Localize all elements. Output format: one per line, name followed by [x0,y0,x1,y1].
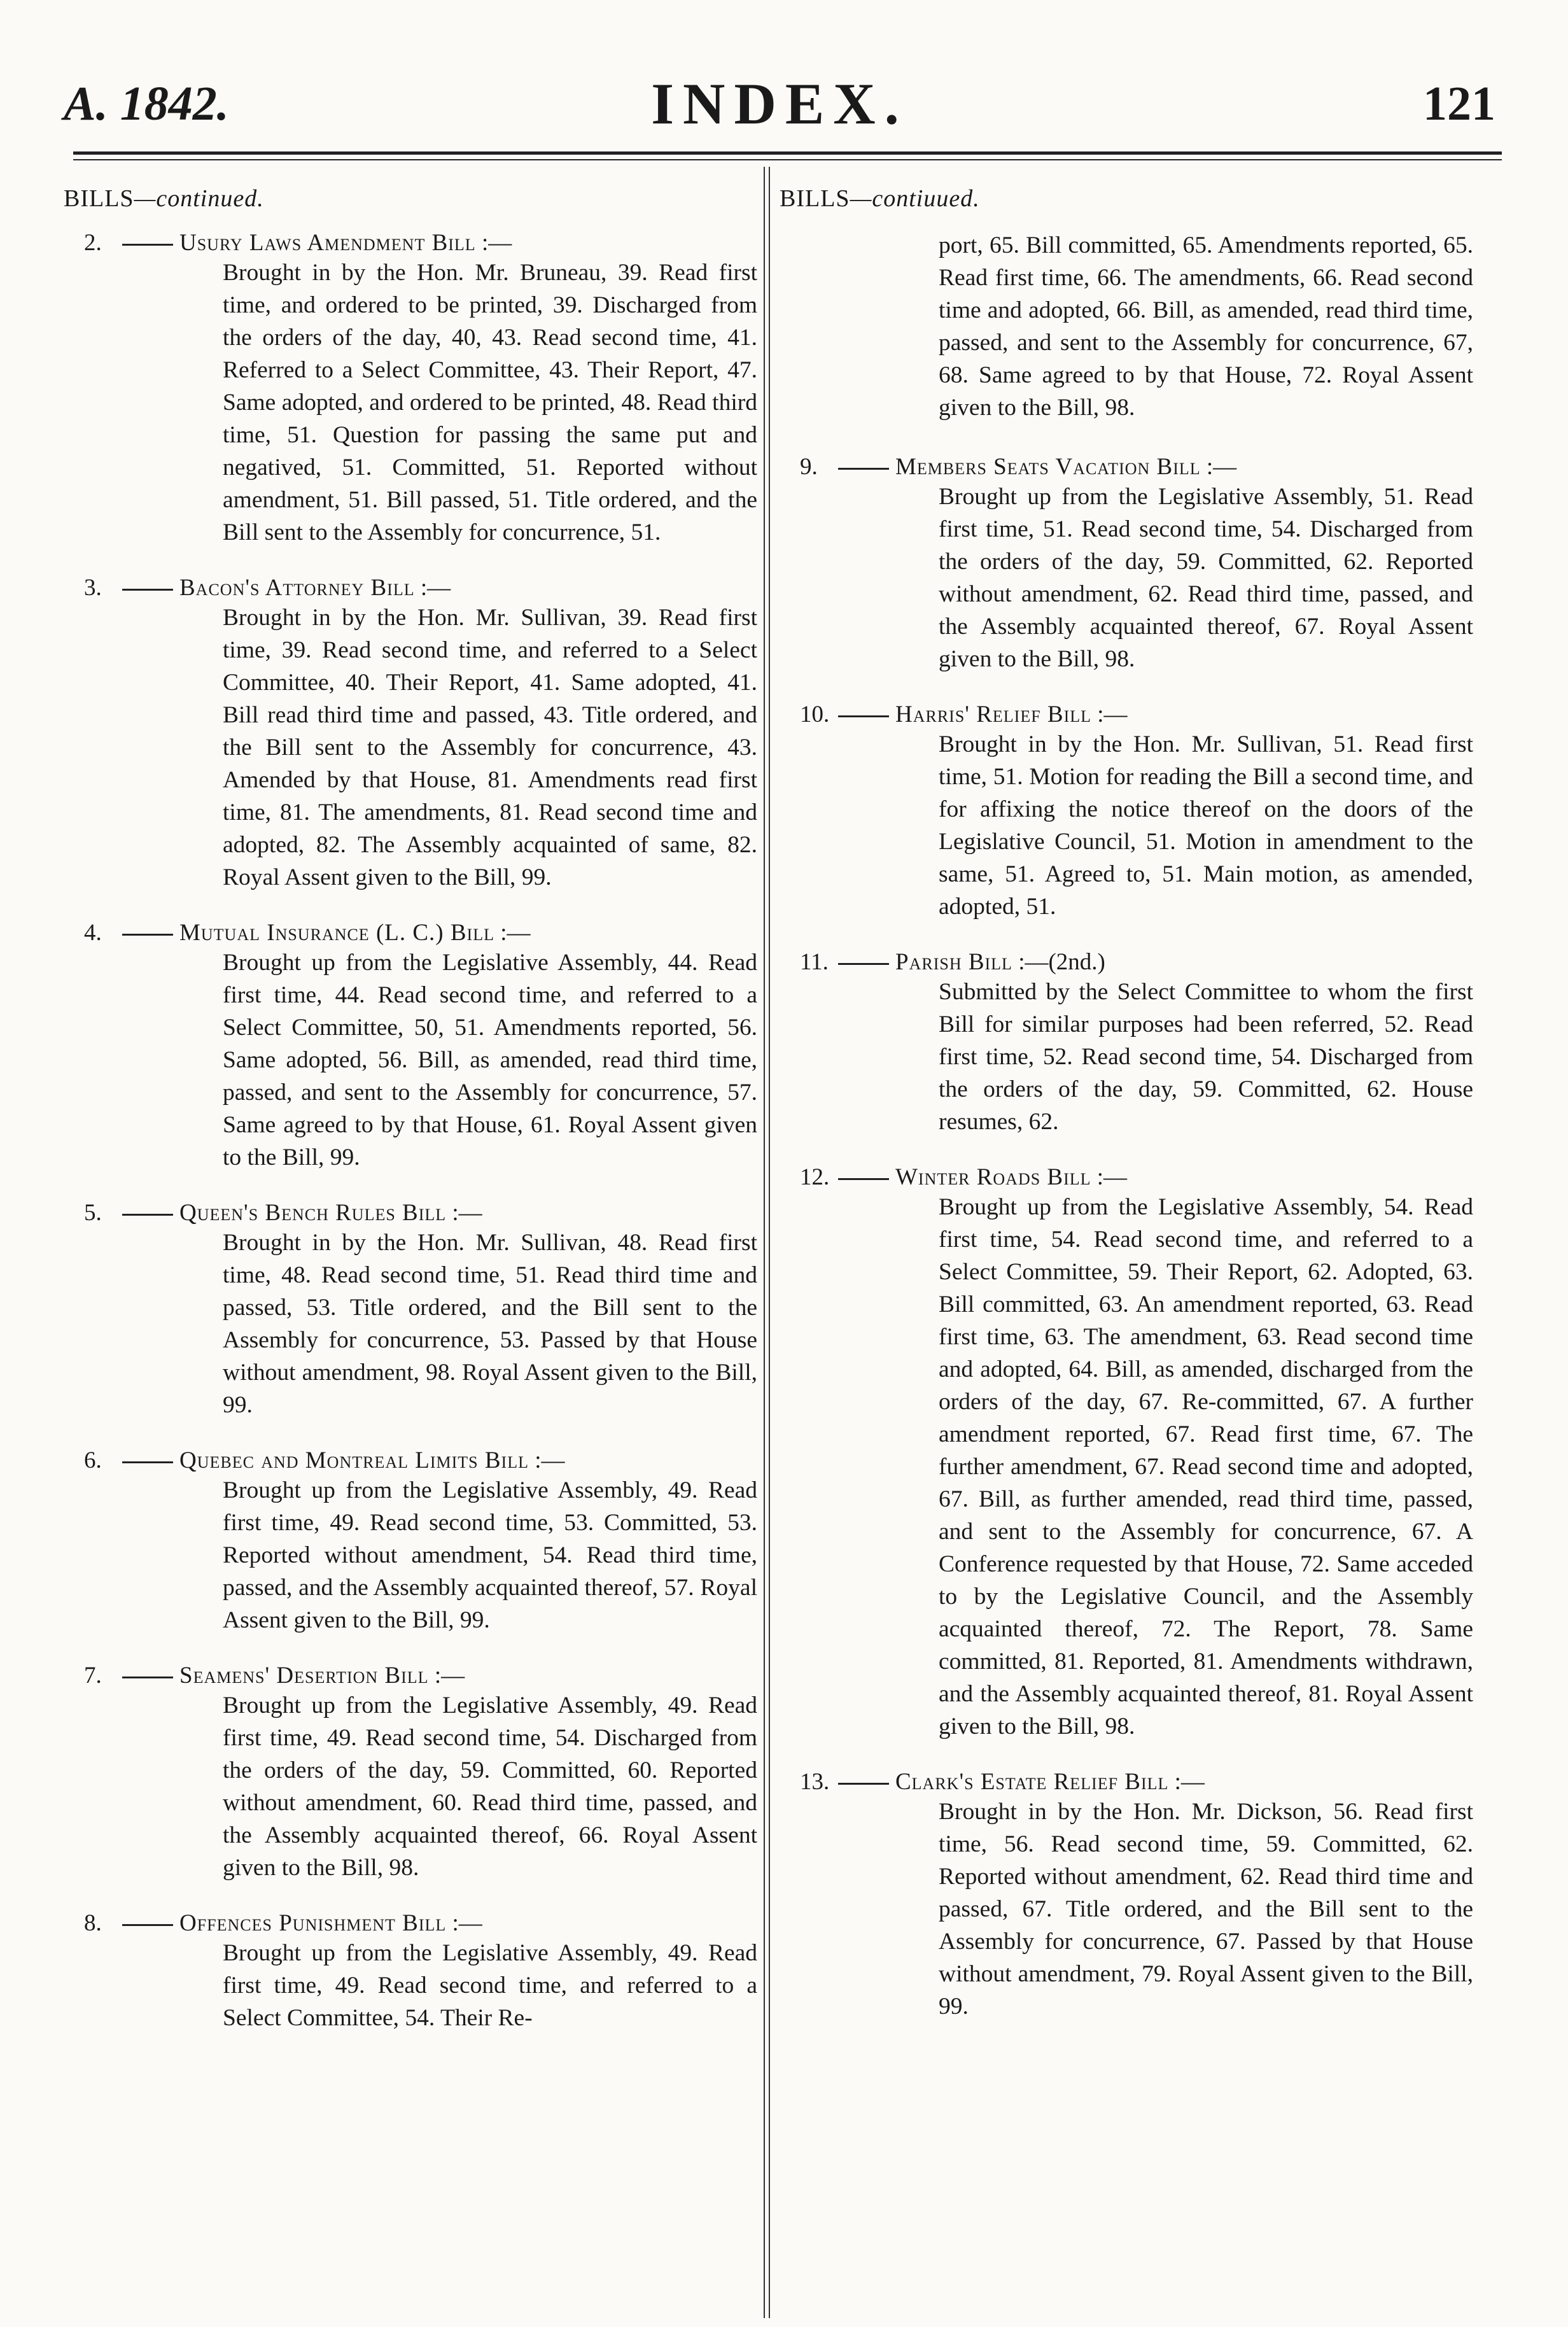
entry-text: Brought up from the Legislative Assembly, 44. Read first time, 44. Read second time, and referred to a Select Committee, 50, 51. Amendments reported, 56. Same adopted, 56. Bill, as amended, read third time, passed, and sent to the Assembly for concurrence, 57. Same agreed to by that House, 61. Royal Assent given to the Bill, 99. [223,950,757,1171]
em-dash-rule [838,468,889,470]
entry-title [64,1909,757,1937]
page-header [64,70,1495,140]
entry-number: 11. [800,949,829,975]
index-entry [64,1199,757,1421]
bill-name-suffix: :— [434,1663,465,1689]
entry-number: 13. [800,1769,830,1795]
em-dash-rule [122,1924,173,1926]
entry-title [780,701,1473,728]
bill-name-suffix: :— [1206,454,1237,480]
page-title: INDEX. [651,71,908,136]
em-dash-rule [838,963,889,965]
bill-name-suffix: :— [500,920,531,946]
left-entries [64,229,757,2034]
entry-text: Brought up from the Legislative Assembly, 49. Read first time, 49. Read second time, and referred to a Select Committee, 54. Their Re- [223,1940,757,2031]
entry-number: 7. [84,1663,102,1689]
right-column-heading [780,185,1473,213]
entry-title [780,948,1473,976]
entry-text: Brought in by the Hon. Mr. Dickson, 56. Read first time, 56. Read second time, 59. Committed, 62. Reported without amendment, 62. Read third time and passed, 67. Title ordered, and the Bill sent to the Assembly for concurrence, 67. Passed by that House without amendment, 79. Royal Assent given to the Bill, 99. [939,1799,1473,2020]
bill-name: Members Seats Vacation Bill [895,454,1201,480]
bill-name: Clark's Estate Relief Bill [895,1769,1169,1795]
right-column [780,185,1473,2048]
bill-name: Usury Laws Amendment Bill [179,230,476,256]
entry-title [64,1662,757,1689]
column-divider-inner [769,167,770,2318]
heading-main: BILLS [780,185,850,212]
header-rule-thick [73,151,1502,155]
entry-number: 4. [84,920,102,946]
em-dash-rule [122,1677,173,1678]
index-entry [780,701,1473,923]
index-entry [780,948,1473,1138]
entry-title [64,1447,757,1474]
heading-main: BILLS [64,185,134,212]
bill-name: Parish Bill [895,949,1012,975]
entry-title [780,1164,1473,1191]
em-dash-rule [122,1214,173,1216]
entry-text: Submitted by the Select Committee to whom the first Bill for similar purposes had been referred, 52. Read first time, 52. Read second time, 54. Discharged from the orders of the day, 59. Committed, 62. House resumes, 62. [939,979,1473,1135]
entry-number: 2. [84,230,102,256]
index-entry [64,229,757,549]
bill-name-suffix: :— [1174,1769,1205,1795]
index-entry [64,919,757,1174]
entry-number: 10. [800,701,830,728]
entry-number: 12. [800,1164,830,1190]
index-entry [64,1662,757,1884]
entry-text: Brought in by the Hon. Mr. Bruneau, 39. Read first time, and ordered to be printed, 39. Discharged from the orders of the day, 40, 43. Read second time, 41. Referred to a Select Committee, 43. Their Report, 47. Same adopted, and ordered to be printed, 48. Read third time, 51. Question for passing the same put and negatived, 51. Committed, 51. Reported without amendment, 51. Bill passed, 51. Title ordered, and the Bill sent to the Assembly for concurrence, 51. [223,260,757,545]
entry-number: 5. [84,1200,102,1226]
entry-text: Brought in by the Hon. Mr. Sullivan, 39. Read first time, 39. Read second time, and referred to a Select Committee, 40. Their Report, 41. Same adopted, 41. Bill read third time and passed, 43. Title ordered, and the Bill sent to the Assembly for concurrence, 43. Amended by that House, 81. Amendments read first time, 81. The amendments, 81. Read second time and adopted, 82. The Assembly acquainted of same, 82. Royal Assent given to the Bill, 99. [223,605,757,890]
bill-name: Seamens' Desertion Bill [179,1663,429,1689]
entry-number: 6. [84,1447,102,1473]
index-entry [64,1447,757,1636]
entry-title [780,1768,1473,1796]
bill-name: Offences Punishment Bill [179,1910,447,1936]
bill-name: Harris' Relief Bill [895,701,1092,728]
bill-name-suffix: :— [1096,1164,1128,1190]
em-dash-rule [122,589,173,591]
heading-suffix: —contiuued. [850,185,980,212]
entry-title [64,919,757,946]
index-entry [780,1768,1473,2023]
header-rule-thin [73,159,1502,160]
left-column [64,185,757,2060]
entry-title [64,229,757,257]
entry-number: 9. [800,454,818,480]
left-column-heading [64,185,757,213]
bill-name-suffix: :— [452,1200,482,1226]
bill-name: Queen's Bench Rules Bill [179,1200,447,1226]
em-dash-rule [122,1461,173,1463]
bill-name-suffix: :— [481,230,512,256]
index-entry [64,1909,757,2034]
index-entry [780,1164,1473,1743]
bill-name: Quebec and Montreal Limits Bill [179,1447,529,1473]
bill-name-suffix: :—(2nd.) [1018,949,1105,975]
continued-entry-text: port, 65. Bill committed, 65. Amendments reported, 65. Read first time, 66. The amendments, 66. Read second time and adopted, 66. Bill, as amended, read third time, passed, and sent to the Assembly for concurrence, 67, 68. Same agreed to by that House, 72. Royal Assent given to the Bill, 98. [939,232,1473,421]
bill-name-suffix: :— [535,1447,565,1473]
index-entry [64,574,757,894]
em-dash-rule [122,934,173,936]
bill-name: Bacon's Attorney Bill [179,575,415,601]
em-dash-rule [838,1783,889,1785]
entry-text: Brought up from the Legislative Assembly, 49. Read first time, 49. Read second time, 54. Discharged from the orders of the day, 59. Committed, 60. Reported without amendment, 60. Read third time, passed, and the Assembly acquainted thereof, 66. Royal Assent given to the Bill, 98. [223,1692,757,1881]
right-entries [780,453,1473,2023]
bill-name-suffix: :— [420,575,451,601]
entry-text: Brought up from the Legislative Assembly, 54. Read first time, 54. Read second time, and referred to a Select Committee, 59. Their Report, 62. Adopted, 63. Bill committed, 63. An amendment reported, 63. Read first time, 63. The amendment, 63. Read second time and adopted, 64. Bill, as amended, discharged from the orders of the day, 67. Re-committed, 67. A further amendment reported, 67. Read first time, 67. The further amendment, 67. Read second time and adopted, 67. Bill, as further amended, read third time, passed, and sent to the Assembly for concurrence, 67. A Conference requested by that House, 72. Same acceded to by the Legislative Council, and the Assembly acquainted thereof, 72. The Report, 78. Same committed, 81. Reported, 81. Amendments withdrawn, and the Assembly acquainted thereof, 81. Royal Assent given to the Bill, 98. [939,1194,1473,1740]
heading-suffix: —continued. [134,185,264,212]
entry-text: Brought up from the Legislative Assembly, 49. Read first time, 49. Read second time, 53. Committed, 53. Reported without amendment, 54. Read third time, passed, and the Assembly acquainted thereof, 57. Royal Assent given to the Bill, 99. [223,1477,757,1633]
column-divider [764,167,765,2318]
entry-title [64,574,757,601]
bill-name: Winter Roads Bill [895,1164,1091,1190]
entry-number: 3. [84,575,102,601]
em-dash-rule [838,1178,889,1180]
bill-name: Mutual Insurance (L. C.) Bill [179,920,494,946]
year-label: A. 1842. [64,77,229,130]
bill-name-suffix: :— [1097,701,1128,728]
em-dash-rule [838,715,889,717]
entry-number: 8. [84,1910,102,1936]
em-dash-rule [122,244,173,246]
entry-text: Brought in by the Hon. Mr. Sullivan, 51. Read first time, 51. Motion for reading the Bill a second time, and for affixing the notice thereof on the doors of the Legislative Council, 51. Motion in amendment to the same, 51. Agreed to, 51. Main motion, as amended, adopted, 51. [939,731,1473,920]
bill-name-suffix: :— [452,1910,482,1936]
entry-title [64,1199,757,1227]
index-entry [780,453,1473,675]
entry-text: Brought up from the Legislative Assembly, 51. Read first time, 51. Read second time, 54. Discharged from the orders of the day, 59. Committed, 62. Reported without amendment, 62. Read third time, passed, and the Assembly acquainted thereof, 67. Royal Assent given to the Bill, 98. [939,484,1473,672]
entry-title [780,453,1473,481]
page-number: 121 [1423,77,1495,130]
entry-text: Brought in by the Hon. Mr. Sullivan, 48. Read first time, 48. Read second time, 51. Read third time and passed, 53. Title ordered, and the Bill sent to the Assembly for concurrence, 53. Passed by that House without amendment, 98. Royal Assent given to the Bill, 99. [223,1230,757,1418]
